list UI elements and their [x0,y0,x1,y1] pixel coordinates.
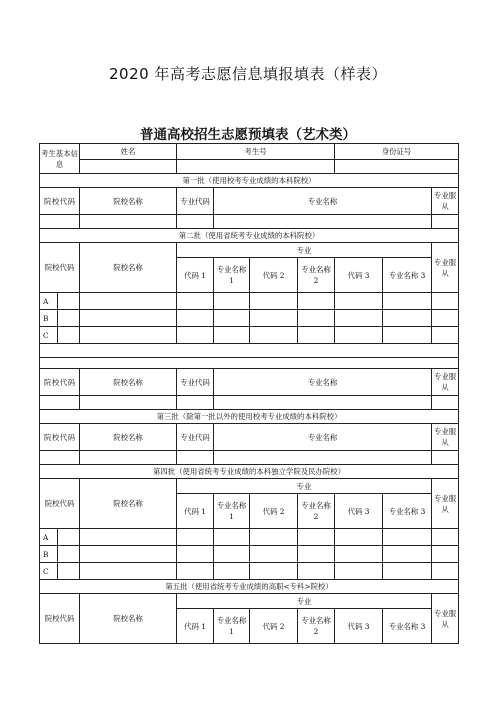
code1-field[interactable] [177,546,214,563]
obey-field[interactable] [432,327,459,344]
obey-label: 专业服从 [432,594,459,644]
name3-field[interactable] [383,327,432,344]
name3-label: 专业名称 3 [383,258,432,293]
code2-label: 代码 2 [250,258,298,293]
school-name-label: 院校名称 [80,369,177,396]
choice-label: A [40,293,58,310]
name3-label: 专业名称 3 [383,494,432,529]
major-code-field[interactable] [177,215,214,229]
name3-field[interactable] [383,310,432,327]
school-code-label: 院校代码 [40,369,80,396]
name2-field[interactable] [298,563,335,580]
name2-field[interactable] [298,293,335,310]
basic-info-label: 考生基本信息 [40,144,80,174]
school-code-field[interactable] [40,396,80,410]
batch5-heading: 第五批（使用省统考专业成绩的高职<专科>院校） [40,580,459,594]
major-code-label: 专业代码 [177,188,214,215]
school-name-label: 院校名称 [80,594,177,644]
school-name-field[interactable] [80,327,177,344]
id-no-field[interactable] [335,160,459,174]
school-name-label: 院校名称 [80,243,177,293]
school-code-label: 院校代码 [40,479,80,529]
obey-label: 专业服从 [432,188,459,215]
choice-label: C [40,327,58,344]
obey-field[interactable] [432,529,459,546]
school-name-field[interactable] [80,293,177,310]
obey-label: 专业服从 [432,369,459,396]
name3-field[interactable] [383,546,432,563]
batch4-heading: 第四批（使用省统考专业成绩的本科独立学院及民办院校） [40,465,459,479]
school-code-label: 院校代码 [40,424,80,451]
obey-label: 专业服从 [432,424,459,451]
name1-field[interactable] [214,546,250,563]
obey-field[interactable] [432,310,459,327]
choice-label: B [40,310,58,327]
school-code-label: 院校代码 [40,243,80,293]
code2-field[interactable] [250,529,298,546]
exam-no-field[interactable] [177,160,335,174]
school-name-field[interactable] [80,529,177,546]
major-name-label: 专业名称 [214,369,432,396]
name3-field[interactable] [383,293,432,310]
form-title: 普通高校招生志愿预填表（艺术类） [140,127,356,143]
school-name-label: 院校名称 [80,424,177,451]
obey-field[interactable] [432,396,459,410]
major-label: 专业 [177,243,432,258]
code3-field[interactable] [335,310,383,327]
code3-field[interactable] [335,546,383,563]
name2-label: 专业名称 2 [298,258,335,293]
major-code-label: 专业代码 [177,424,214,451]
batch3-heading: 第三批（除第一批以外的使用校考专业成绩的本科院校） [40,410,459,424]
major-name-field[interactable] [214,451,432,465]
name1-label: 专业名称 1 [214,609,250,644]
school-code-field[interactable] [58,310,80,327]
school-name-field[interactable] [80,215,177,229]
obey-label: 专业服从 [432,479,459,529]
code1-field[interactable] [177,327,214,344]
code3-label: 代码 3 [335,609,383,644]
name1-field[interactable] [214,563,250,580]
code3-field[interactable] [335,563,383,580]
obey-field[interactable] [432,546,459,563]
school-code-field[interactable] [58,293,80,310]
code2-field[interactable] [250,327,298,344]
school-name-field[interactable] [80,563,177,580]
school-name-field[interactable] [80,546,177,563]
code3-field[interactable] [335,529,383,546]
obey-field[interactable] [432,293,459,310]
batch1-heading: 第一批（使用校考专业成绩的本科院校） [40,174,459,188]
school-code-field[interactable] [58,327,80,344]
obey-field[interactable] [432,563,459,580]
name3-field[interactable] [383,563,432,580]
code3-field[interactable] [335,327,383,344]
code1-label: 代码 1 [177,609,214,644]
school-name-label: 院校名称 [80,479,177,529]
name1-field[interactable] [214,293,250,310]
code2-field[interactable] [250,310,298,327]
major-name-field[interactable] [214,396,432,410]
code2-label: 代码 2 [250,494,298,529]
code1-field[interactable] [177,563,214,580]
name2-field[interactable] [298,546,335,563]
code3-field[interactable] [335,293,383,310]
name1-label: 专业名称 1 [214,258,250,293]
code2-field[interactable] [250,293,298,310]
code1-field[interactable] [177,529,214,546]
school-name-field[interactable] [80,396,177,410]
name1-field[interactable] [214,529,250,546]
school-name-field[interactable] [80,310,177,327]
major-name-field[interactable] [214,215,432,229]
major-code-field[interactable] [177,451,214,465]
name2-field[interactable] [298,529,335,546]
name2-field[interactable] [298,310,335,327]
school-code-field[interactable] [58,546,80,563]
code2-field[interactable] [250,546,298,563]
major-name-label: 专业名称 [214,424,432,451]
school-code-label: 院校代码 [40,594,80,644]
name-label: 姓名 [80,144,177,160]
name1-field[interactable] [214,327,250,344]
major-code-label: 专业代码 [177,369,214,396]
major-label: 专业 [177,479,432,494]
school-name-field[interactable] [80,451,177,465]
school-code-field[interactable] [40,451,80,465]
name2-label: 专业名称 2 [298,609,335,644]
code1-field[interactable] [177,310,214,327]
choice-label: A [40,529,58,546]
school-code-field[interactable] [40,215,80,229]
choice-label: B [40,546,58,563]
batch2-heading: 第二批（使用省统考专业成绩的本科院校） [40,229,459,243]
major-label: 专业 [177,594,432,609]
application-form-table [39,143,459,644]
name3-label: 专业名称 3 [383,609,432,644]
name1-label: 专业名称 1 [214,494,250,529]
obey-field[interactable] [432,451,459,465]
name3-field[interactable] [383,529,432,546]
obey-field[interactable] [432,215,459,229]
code1-label: 代码 1 [177,494,214,529]
school-code-field[interactable] [58,563,80,580]
school-name-label: 院校名称 [80,188,177,215]
code2-label: 代码 2 [250,609,298,644]
school-code-label: 院校代码 [40,188,80,215]
choice-label: C [40,563,58,580]
name2-field[interactable] [298,327,335,344]
exam-no-label: 考生号 [177,144,335,160]
school-code-field[interactable] [58,529,80,546]
spacer-row [40,344,459,358]
name1-field[interactable] [214,310,250,327]
code3-label: 代码 3 [335,258,383,293]
obey-label: 专业服从 [432,243,459,293]
code1-field[interactable] [177,293,214,310]
code2-field[interactable] [250,563,298,580]
major-code-field[interactable] [177,396,214,410]
document-title: 2020 年高考志愿信息填报填表（样表） [109,65,387,83]
major-name-label: 专业名称 [214,188,432,215]
code3-label: 代码 3 [335,494,383,529]
name2-label: 专业名称 2 [298,494,335,529]
spacer-row [40,358,459,369]
id-no-label: 身份证号 [335,144,459,160]
code1-label: 代码 1 [177,258,214,293]
name-field[interactable] [80,160,177,174]
